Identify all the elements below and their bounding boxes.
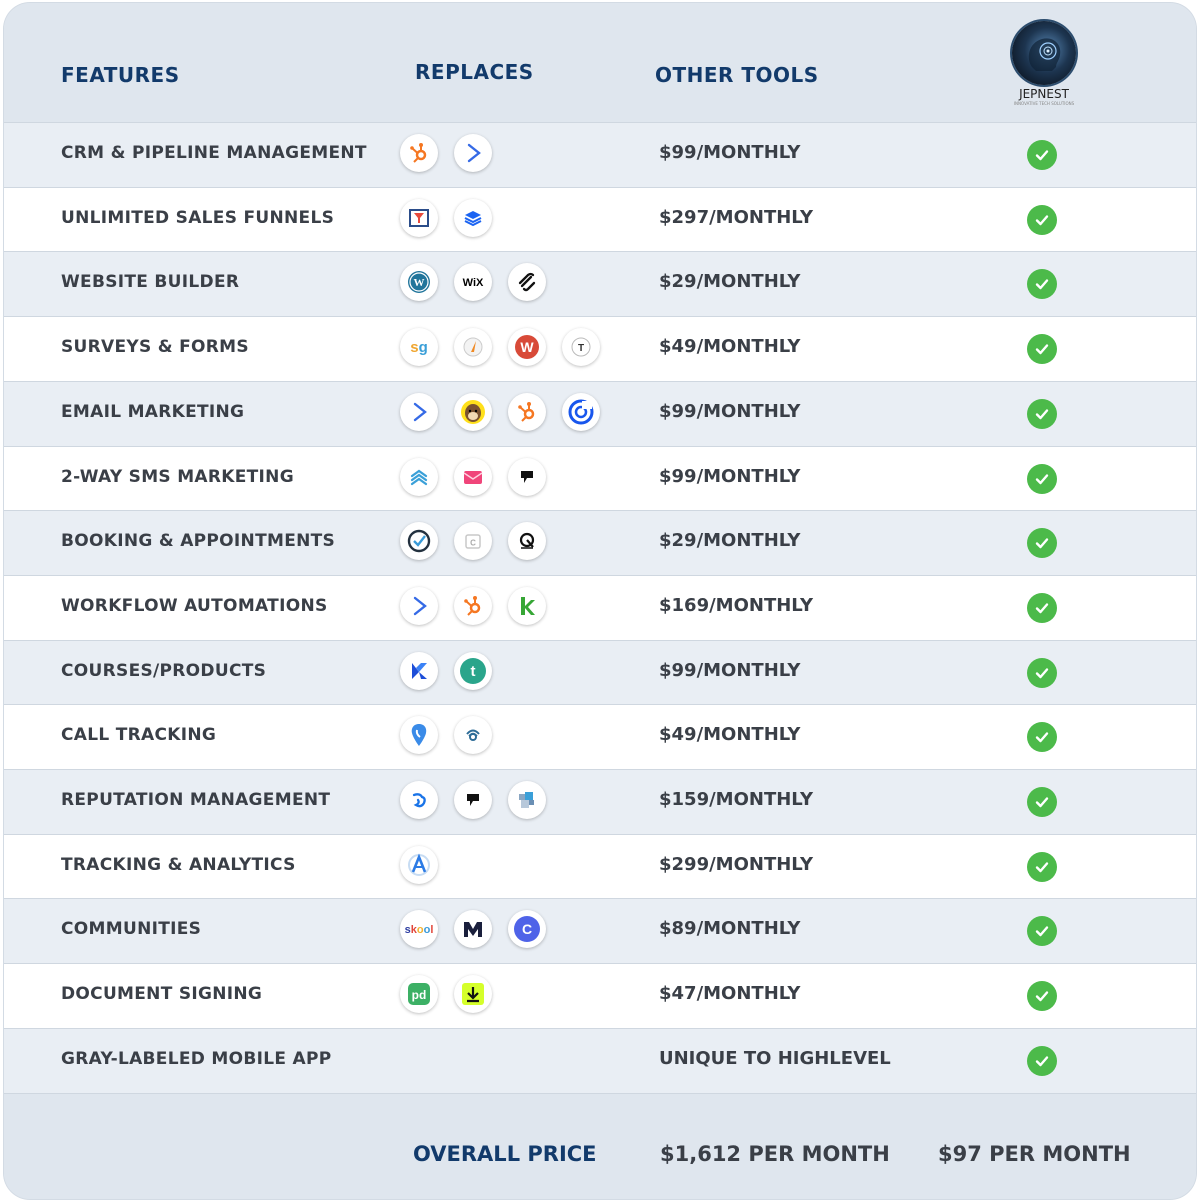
check-icon (1027, 852, 1057, 882)
check-icon (1027, 140, 1057, 170)
table-row (4, 704, 1196, 769)
replaced-tools (400, 587, 546, 625)
table-footer (4, 1093, 1196, 1199)
overall-price-label: OVERALL PRICE (413, 1142, 597, 1166)
check-icon (1027, 269, 1057, 299)
check-icon (1027, 464, 1057, 494)
simpletexting-icon (454, 458, 492, 496)
table-row (4, 575, 1196, 640)
replaced-tools (400, 652, 492, 690)
comparison-card (4, 3, 1196, 1199)
table-row (4, 446, 1196, 511)
feature-name: BOOKING & APPOINTMENTS (61, 531, 336, 551)
table-row (4, 898, 1196, 963)
replaced-tools (400, 781, 546, 819)
table-row (4, 640, 1196, 705)
replaced-tools (400, 522, 546, 560)
other-tools-price: $29/MONTHLY (659, 271, 801, 292)
replaced-tools (400, 328, 600, 366)
other-tools-price: $49/MONTHLY (659, 724, 801, 745)
other-tools-price: $89/MONTHLY (659, 918, 801, 939)
other-tools-price: $297/MONTHLY (659, 207, 813, 228)
feature-name: CRM & PIPELINE MANAGEMENT (61, 143, 367, 163)
skool-icon (400, 910, 438, 948)
replaced-tools (400, 975, 492, 1013)
check-icon (1027, 658, 1057, 688)
table-row (4, 122, 1196, 187)
typeform-icon (562, 328, 600, 366)
replaced-tools (400, 134, 492, 172)
table-row (4, 510, 1196, 575)
other-tools-price: $49/MONTHLY (659, 336, 801, 357)
svg-text:W: W (520, 339, 534, 355)
table-row (4, 251, 1196, 316)
replaced-tools (400, 458, 546, 496)
table-row (4, 963, 1196, 1028)
ringba-icon (454, 716, 492, 754)
other-tools-price: UNIQUE TO HIGHLEVEL (659, 1048, 891, 1069)
other-tools-price: $99/MONTHLY (659, 466, 801, 487)
setmore-icon (508, 522, 546, 560)
svg-text:sg: sg (410, 339, 428, 356)
feature-name: WEBSITE BUILDER (61, 272, 240, 292)
brand-logo-icon (1012, 21, 1076, 85)
pandadoc-icon (400, 975, 438, 1013)
check-icon (1027, 981, 1057, 1011)
hubspot-icon (400, 134, 438, 172)
check-icon (1027, 334, 1057, 364)
feature-name: EMAIL MARKETING (61, 402, 245, 422)
feature-name: REPUTATION MANAGEMENT (61, 790, 331, 810)
replaced-tools (400, 263, 546, 301)
features-heading: FEATURES (61, 63, 180, 87)
keap-icon (508, 587, 546, 625)
replaces-heading: REPLACES (415, 60, 534, 84)
hubspot-icon (454, 587, 492, 625)
feature-name: COMMUNITIES (61, 919, 202, 939)
svg-text:pd: pd (411, 988, 427, 1002)
callrail-icon (400, 716, 438, 754)
jotform-icon (454, 328, 492, 366)
birdeye-icon (400, 781, 438, 819)
svg-text:C: C (521, 921, 533, 937)
feature-name: 2-WAY SMS MARKETING (61, 467, 294, 487)
brand-name: JEPNEST (1019, 87, 1069, 101)
wordpress-icon (400, 263, 438, 301)
svg-text:W: W (413, 277, 425, 289)
replaced-tools (400, 393, 600, 431)
other-tools-price: $99/MONTHLY (659, 401, 801, 422)
table-row (4, 316, 1196, 381)
other-tools-price: $99/MONTHLY (659, 660, 801, 681)
check-icon (1027, 399, 1057, 429)
podium-icon (454, 781, 492, 819)
acuity-icon (400, 522, 438, 560)
table-row (4, 834, 1196, 899)
other-tools-price: $47/MONTHLY (659, 983, 801, 1004)
feature-name: SURVEYS & FORMS (61, 337, 249, 357)
other-tools-price: $159/MONTHLY (659, 789, 813, 810)
wufoo-icon (508, 328, 546, 366)
feature-name: TRACKING & ANALYTICS (61, 855, 296, 875)
check-icon (1027, 787, 1057, 817)
textmagic-icon (400, 458, 438, 496)
check-icon (1027, 722, 1057, 752)
svg-text:skool: skool (404, 924, 434, 936)
activecampaign-icon (400, 587, 438, 625)
circle-icon (508, 910, 546, 948)
other-tools-price: $29/MONTHLY (659, 530, 801, 551)
podium-icon (508, 458, 546, 496)
yext-icon (508, 781, 546, 819)
activecampaign-icon (400, 393, 438, 431)
our-total: $97 PER MONTH (938, 1142, 1131, 1166)
table-row (4, 1028, 1196, 1093)
wix-icon (454, 263, 492, 301)
check-icon (1027, 205, 1057, 235)
other-tools-price: $99/MONTHLY (659, 142, 801, 163)
replaced-tools (400, 910, 546, 948)
other-tools-total: $1,612 PER MONTH (660, 1142, 890, 1166)
teachable-icon (454, 652, 492, 690)
check-icon (1027, 1046, 1057, 1076)
brand-tagline: INNOVATIVE TECH SOLUTIONS (1013, 101, 1075, 106)
feature-name: GRAY-LABELED MOBILE APP (61, 1049, 332, 1069)
activecampaign-icon (454, 134, 492, 172)
feature-name: DOCUMENT SIGNING (61, 984, 263, 1004)
brand-logo-block (1004, 21, 1084, 106)
other-tools-price: $299/MONTHLY (659, 854, 813, 875)
feature-name: UNLIMITED SALES FUNNELS (61, 208, 335, 228)
table-row (4, 769, 1196, 834)
feature-name: CALL TRACKING (61, 725, 217, 745)
calendly-icon (454, 522, 492, 560)
other-tools-heading: OTHER TOOLS (655, 63, 819, 87)
leadpages-icon (454, 199, 492, 237)
clickfunnels-icon (400, 199, 438, 237)
other-tools-price: $169/MONTHLY (659, 595, 813, 616)
table-row (4, 381, 1196, 446)
svg-text:t: t (470, 663, 476, 680)
feature-name: COURSES/PRODUCTS (61, 661, 267, 681)
constantcontact-icon (562, 393, 600, 431)
table-row (4, 187, 1196, 252)
squarespace-icon (508, 263, 546, 301)
replaced-tools (400, 846, 438, 884)
svg-text:C: C (470, 538, 476, 548)
svg-text:T: T (577, 343, 585, 354)
replaced-tools (400, 716, 492, 754)
mighty-networks-icon (454, 910, 492, 948)
analytics-icon (400, 846, 438, 884)
surveygizmo-icon (400, 328, 438, 366)
check-icon (1027, 528, 1057, 558)
svg-text:WiX: WiX (462, 277, 484, 289)
hubspot-icon (508, 393, 546, 431)
check-icon (1027, 593, 1057, 623)
mailchimp-icon (454, 393, 492, 431)
feature-name: WORKFLOW AUTOMATIONS (61, 596, 328, 616)
kajabi-icon (400, 652, 438, 690)
check-icon (1027, 916, 1057, 946)
replaced-tools (400, 199, 492, 237)
docusign-icon (454, 975, 492, 1013)
table-header (4, 3, 1196, 122)
